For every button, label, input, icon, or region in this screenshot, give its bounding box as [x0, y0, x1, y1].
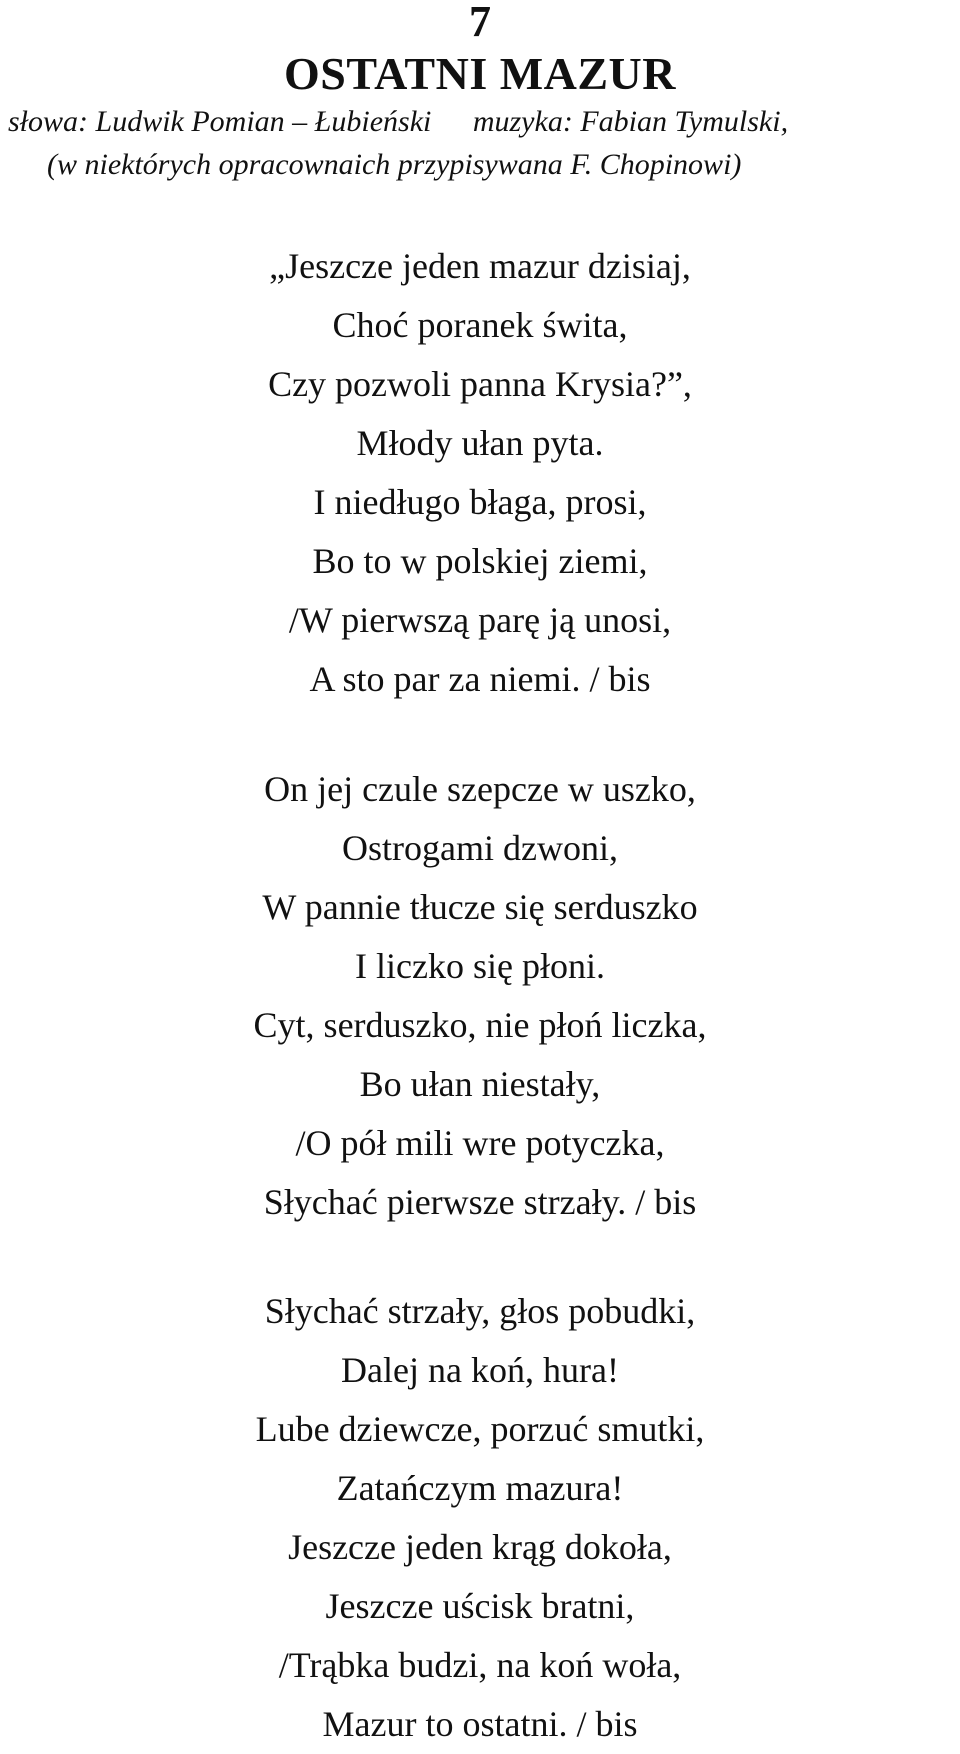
verse-line: Młody ułan pyta. [356, 423, 604, 463]
verse-line: I liczko się płoni. [355, 946, 605, 986]
verse-line: /O pół mili wre potyczka, [295, 1123, 665, 1163]
verse-line: Słychać strzały, głos pobudki, [264, 1291, 696, 1331]
verse-1 [0, 237, 960, 709]
verse-line: „Jeszcze jeden mazur dzisiaj, [269, 246, 691, 286]
verse-line: Zatańczym mazura! [336, 1468, 624, 1508]
verse-line: Choć poranek świta, [332, 305, 628, 345]
verse-line: Jeszcze jeden krąg dokoła, [288, 1527, 672, 1567]
verse-line: Cyt, serduszko, nie płoń liczka, [253, 1005, 707, 1045]
verse-line: Bo to w polskiej ziemi, [312, 541, 648, 581]
attribution-note: (w niektórych opracownaich przypisywana F. Chopinowi) [47, 148, 742, 181]
song-number: 7 [469, 0, 491, 46]
verse-line: On jej czule szepcze w uszko, [264, 769, 696, 809]
verse-line: I niedługo błaga, prosi, [313, 482, 647, 522]
verse-line: W pannie tłucze się serduszko [262, 887, 698, 927]
verse-3 [0, 1282, 960, 1754]
verse-2 [0, 760, 960, 1232]
verse-line: Dalej na koń, hura! [341, 1350, 619, 1390]
verse-line: Lube dziewcze, porzuć smutki, [255, 1409, 705, 1449]
verse-line: A sto par za niemi. / bis [309, 659, 651, 699]
verse-line: Słychać pierwsze strzały. / bis [263, 1182, 697, 1222]
verse-line: /Trąbka budzi, na koń woła, [278, 1645, 682, 1685]
song-title: OSTATNI MAZUR [284, 48, 676, 99]
song-credits [8, 104, 960, 140]
verse-line: Ostrogami dzwoni, [342, 828, 618, 868]
verse-line: Mazur to ostatni. / bis [322, 1704, 638, 1744]
lyricist-credit: słowa: Ludwik Pomian – Łubieński [8, 105, 432, 138]
verse-line: Czy pozwoli panna Krysia?”, [268, 364, 692, 404]
verse-line: Jeszcze uścisk bratni, [325, 1586, 635, 1626]
verse-line: /W pierwszą parę ją unosi, [288, 600, 672, 640]
composer-credit: muzyka: Fabian Tymulski, [472, 105, 789, 138]
verse-line: Bo ułan niestały, [359, 1064, 601, 1104]
